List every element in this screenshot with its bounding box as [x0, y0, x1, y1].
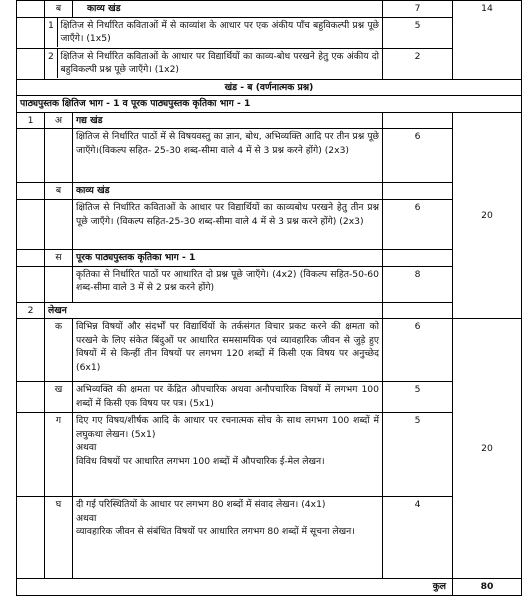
marks-cell	[383, 183, 453, 200]
section-letter: ग	[45, 413, 73, 497]
cell-empty	[17, 129, 45, 183]
cell-empty	[17, 319, 45, 382]
section-letter: ब	[45, 183, 73, 200]
question-description: क्षितिज से निर्धारित कविताओं के आधार पर विद्यार्थियों का काव्यबोध परखने हेतु तीन प्रश्न पूछे जाएँगे। (विकल्प सहित-25-30 शब्द-सीमा वाले 4 में से 3 प्रश्न करने होंगे) (2x3)	[73, 199, 383, 249]
question-text: दिए गए विषय/शीर्षक आदि के आधार पर रचनात्मक सोच के साथ लगभग 100 शब्दों में लघुकथा लेखन। (5x1)	[76, 415, 379, 440]
document-page	[16, 0, 521, 600]
cell-empty	[45, 129, 73, 183]
marks-cell: 5	[383, 413, 453, 497]
textbook-heading: पाठ्यपुस्तक क्षितिज भाग - 1 व पूरक पाठ्यपुस्तक कृतिका भाग - 1	[17, 96, 522, 113]
question-description: विभिन्न विषयों और संदर्भों पर विद्यार्थियों के तर्कसंगत विचार प्रकट करने की क्षमता को परखने के लिए संकेत बिंदुओं पर आधारित समसामयिक एवं व्यावहारिक जीवन से जुड़े हुए विषयों में से किन्हीं तीन विषयों पर लगभग 120 शब्दों में किसी एक विषय पर अनुच्छेद (6x1)	[73, 319, 383, 382]
table-row	[17, 129, 522, 183]
grand-total-value: 80	[453, 579, 522, 596]
marks-cell: 6	[383, 199, 453, 249]
cell-empty	[17, 497, 45, 579]
section-letter: स	[45, 249, 73, 266]
question-description: कृतिका से निर्धारित पाठों पर आधारित दो प्रश्न पूछे जाएँगे। (4x2) (विकल्प सहित-50-60 शब्द-सीमा वाले 3 में से 2 प्रश्न करने होंगे)	[73, 266, 383, 302]
table-row	[17, 382, 522, 413]
item-number: 1	[45, 18, 57, 47]
grand-total-label: कुल	[17, 579, 453, 596]
nested-cell	[45, 48, 383, 79]
table-row	[17, 266, 522, 302]
question-number: 2	[17, 302, 45, 319]
section-title: पूरक पाठ्यपुस्तक कृतिका भाग - 1	[73, 249, 383, 266]
table-row	[17, 79, 522, 96]
table-row	[17, 112, 522, 129]
section-letter: ख	[45, 382, 73, 413]
question-alt-text: विविध विषयों पर आधारित लगभग 100 शब्दों में औपचारिक ई-मेल लेखन।	[76, 455, 325, 467]
cell-empty	[17, 48, 45, 79]
cell-empty	[45, 199, 73, 249]
section-title: लेखन	[45, 302, 383, 319]
cell-empty	[17, 382, 45, 413]
section-title: काव्य खंड	[73, 183, 383, 200]
or-label: अथवा	[76, 512, 97, 524]
marks-cell: 6	[383, 319, 453, 382]
cell-empty	[45, 266, 73, 302]
cell-empty	[17, 199, 45, 249]
table-row	[17, 96, 522, 113]
marks-cell: 2	[383, 48, 453, 79]
item-number: 2	[45, 49, 57, 78]
cell-empty	[17, 249, 45, 266]
cell-empty	[17, 1, 45, 18]
section-letter: क	[45, 319, 73, 382]
table-row	[17, 48, 522, 79]
table-row	[17, 183, 522, 200]
section-title: गद्य खंड	[73, 112, 383, 129]
table-row	[17, 17, 522, 48]
table-row	[17, 413, 522, 497]
total-cell: 20	[453, 319, 522, 579]
question-alt-text: व्यावहारिक जीवन से संबंधित विषयों पर आधारित लगभग 80 शब्दों में सूचना लेखन।	[76, 526, 355, 538]
or-label: अथवा	[76, 442, 97, 454]
question-description	[73, 413, 383, 497]
section-heading: खंड - ब (वर्णनात्मक प्रश्न)	[17, 79, 522, 96]
section-letter: ब	[45, 1, 73, 18]
cell-empty	[17, 17, 45, 48]
section-letter: अ	[45, 112, 73, 129]
table-row	[17, 302, 522, 319]
question-text: दी गई परिस्थितियों के आधार पर लगभग 80 शब्दों में संवाद लेखन। (4x1)	[76, 499, 326, 511]
marks-cell: 5	[383, 17, 453, 48]
table-row	[17, 497, 522, 579]
section-title: काव्य खंड	[73, 1, 383, 18]
table-row	[17, 249, 522, 266]
marks-cell: 5	[383, 382, 453, 413]
marks-distribution-table	[16, 0, 522, 596]
total-cell: 20	[453, 112, 522, 318]
marks-cell: 7	[383, 1, 453, 18]
marks-cell	[383, 249, 453, 266]
cell-empty	[17, 183, 45, 200]
cell-empty	[17, 413, 45, 497]
table-row	[17, 579, 522, 596]
marks-cell: 8	[383, 266, 453, 302]
marks-cell: 4	[383, 497, 453, 579]
question-description: क्षितिज से निर्धारित कविताओं के आधार पर विद्यार्थियों का काव्य-बोध परखने हेतु एक अंकीय दो बहुविकल्पी प्रश्न पूछे जाएँगे। (1x2)	[60, 50, 379, 76]
question-description	[73, 497, 383, 579]
cell-empty	[17, 266, 45, 302]
question-description: क्षितिज से निर्धारित कविताओं में से काव्यांश के आधार पर एक अंकीय पाँच बहुविकल्पी प्रश्न पूछे जाएँगे। (1x5)	[60, 19, 379, 45]
section-letter: घ	[45, 497, 73, 579]
table-row	[17, 319, 522, 382]
table-row	[17, 199, 522, 249]
marks-cell	[383, 302, 453, 319]
nested-cell	[45, 17, 383, 48]
question-description: क्षितिज से निर्धारित पाठों में से विषयवस्तु का ज्ञान, बोध, अभिव्यक्ति आदि पर तीन प्रश्न पूछे जाएँगे।(विकल्प सहित- 25-30 शब्द-सीमा वाले 4 में से 3 प्रश्न करने होंगे) (2x3)	[73, 129, 383, 183]
table-row	[17, 1, 522, 18]
total-cell: 14	[453, 1, 522, 80]
question-number: 1	[17, 112, 45, 129]
marks-cell: 6	[383, 129, 453, 183]
question-description: अभिव्यक्ति की क्षमता पर केंद्रित औपचारिक अथवा अनौपचारिक विषयों में लगभग 100 शब्दों में किसी एक विषय पर पत्र। (5x1)	[73, 382, 383, 413]
marks-cell	[383, 112, 453, 129]
